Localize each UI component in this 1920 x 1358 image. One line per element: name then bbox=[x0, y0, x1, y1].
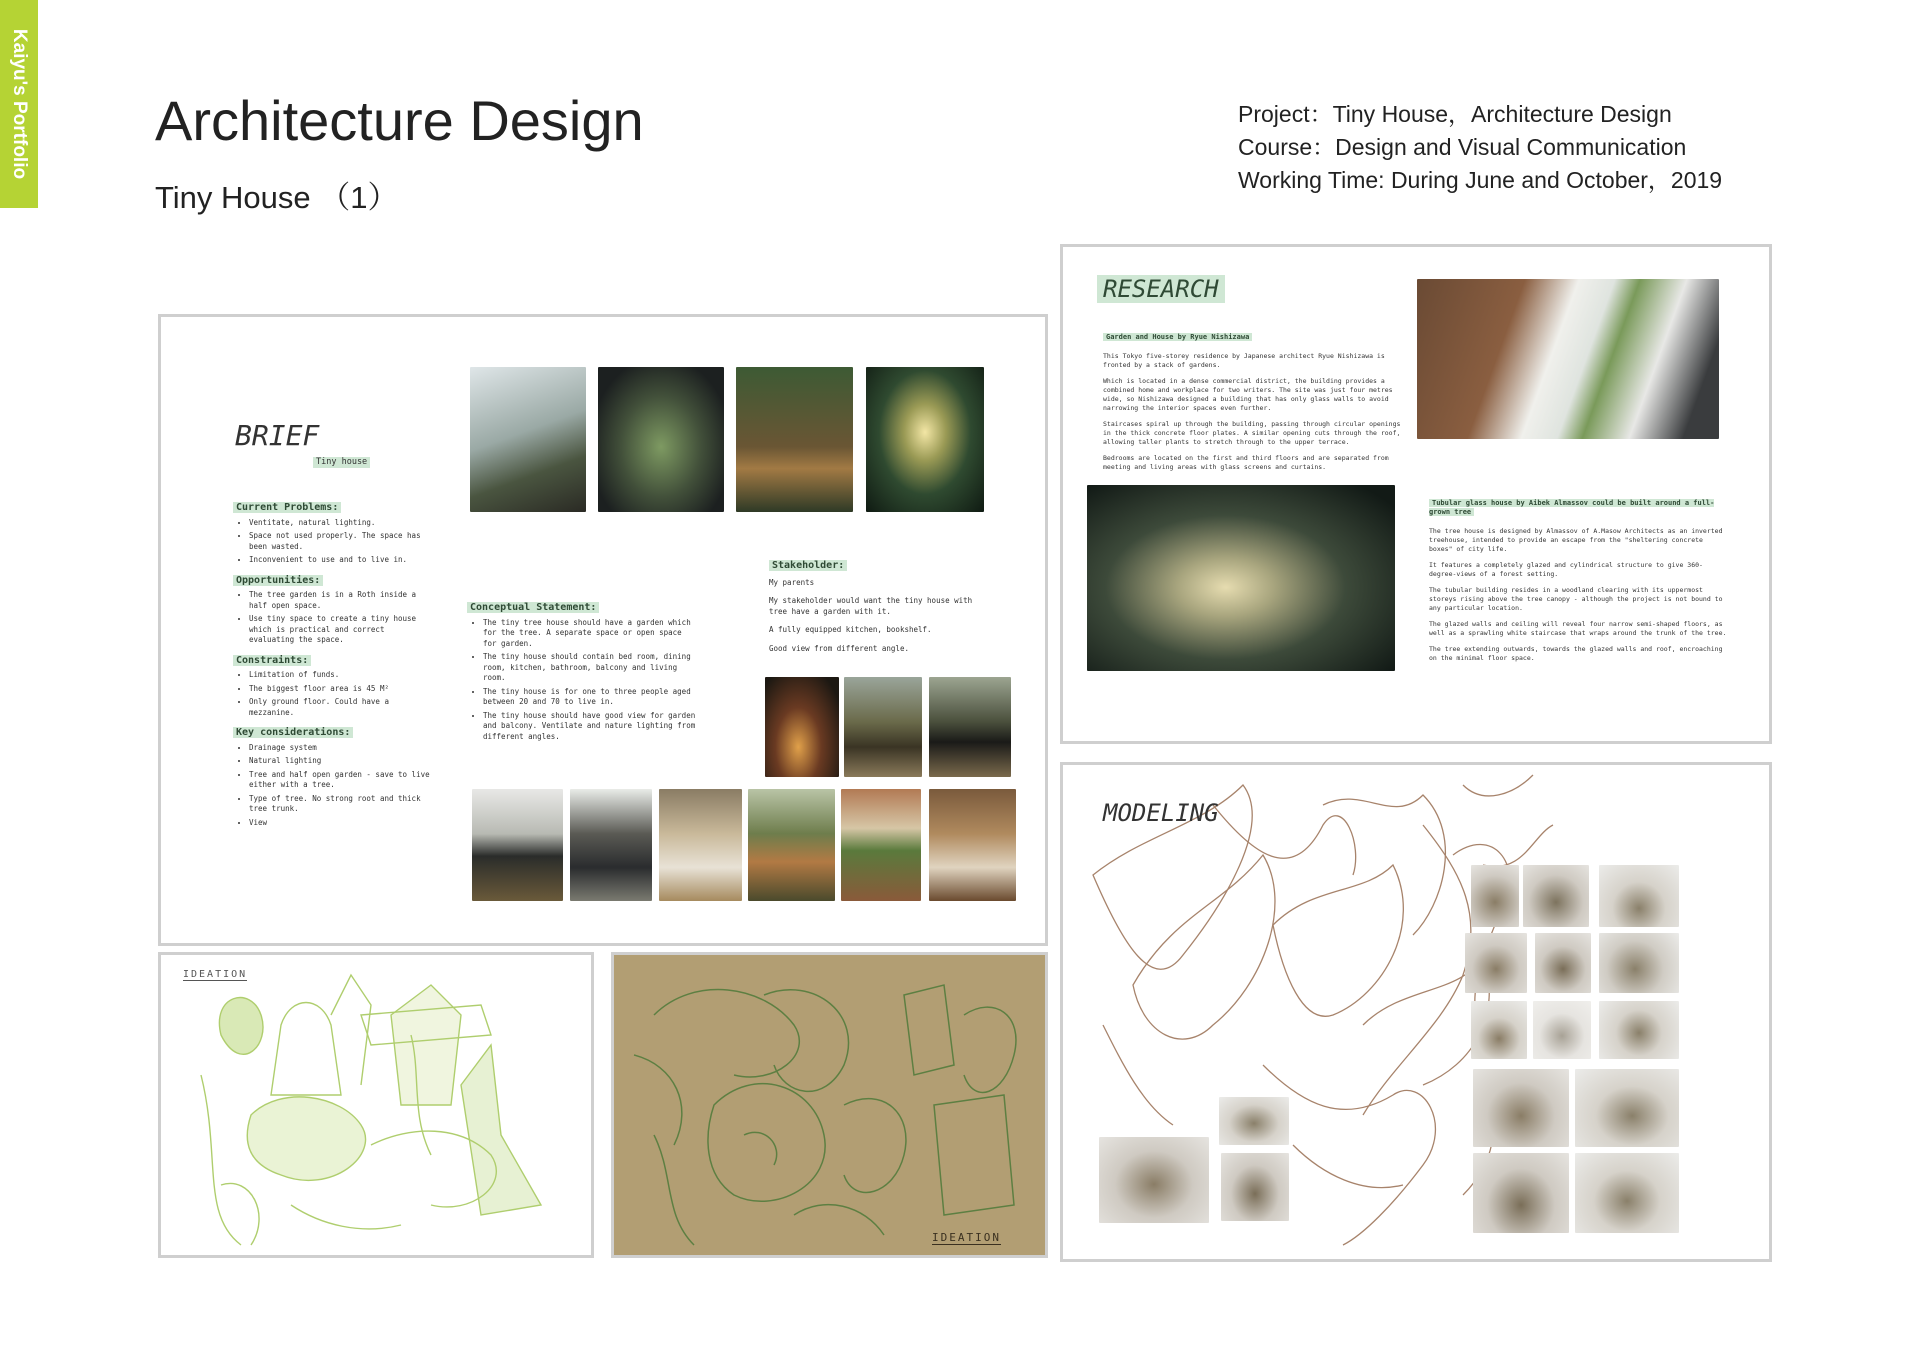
stakeholder-line: A fully equipped kitchen, bookshelf. bbox=[769, 625, 932, 634]
brief-title: BRIEF bbox=[235, 419, 320, 452]
list-item: • Limitation of funds. bbox=[249, 670, 433, 681]
constraints-list bbox=[233, 670, 433, 718]
model-photo bbox=[1473, 1069, 1569, 1147]
research-paragraph: Staircases spiral up through the building, passing through circular openings in the thick concrete floor plates. A similar opening cuts through the roof, allowing taller plants to stretch through to the upper terrace. bbox=[1103, 420, 1401, 446]
model-photo bbox=[1599, 865, 1679, 927]
living-room-photo bbox=[929, 789, 1016, 901]
model-photo bbox=[1465, 933, 1527, 993]
a-frame-treehouse-photo bbox=[736, 367, 853, 512]
container-house-photo bbox=[570, 789, 652, 901]
list-item: • Space not used properly. The space has been wasted. bbox=[249, 531, 433, 552]
bedroom-interior-photo bbox=[659, 789, 742, 901]
research-paragraph: It features a completely glazed and cylindrical structure to give 360-degree-views of a forest setting. bbox=[1429, 561, 1703, 578]
model-photo bbox=[1575, 1153, 1679, 1233]
glass-cylinder-forest-photo bbox=[1087, 485, 1395, 671]
opportunities-list bbox=[233, 590, 433, 646]
list-item: • The tiny house should have good view for garden and balcony. Ventilate and nature lighting from different angles. bbox=[483, 711, 697, 743]
conceptual-statement-list bbox=[467, 618, 697, 743]
campfire-cabin-photo bbox=[765, 677, 839, 777]
research-paragraph: The glazed walls and ceiling will reveal four narrow semi-shaped floors, as well as a sprawling white staircase that wraps around the trunk of the tree. bbox=[1429, 620, 1727, 637]
stakeholder-heading: Stakeholder: bbox=[769, 560, 847, 571]
list-item: • Use tiny space to create a tiny house which is practical and correct evaluating the space. bbox=[249, 614, 433, 646]
ideation-green-sketch bbox=[161, 955, 594, 1258]
list-item: • Tree and half open garden - save to live either with a tree. bbox=[249, 770, 433, 791]
model-photo bbox=[1523, 865, 1589, 927]
research-paragraph: The tree house is designed by Almassov of A.Masow Architects as an inverted treehouse, intended to provide an escape from the "sheltering concrete boxes" of city life. bbox=[1429, 527, 1723, 553]
brief-left-column bbox=[233, 503, 433, 838]
list-item: • The tiny tree house should have a garden which for the tree. A separate space or open space for garden. bbox=[483, 618, 697, 650]
list-item: • The tiny house is for one to three people aged between 20 and 70 to live in. bbox=[483, 687, 697, 708]
list-item: • Natural lighting bbox=[249, 756, 433, 767]
course-line: Course：Design and Visual Communication bbox=[1238, 134, 1687, 160]
model-photo bbox=[1533, 1001, 1591, 1059]
model-photo bbox=[1599, 933, 1679, 993]
current-problems-list bbox=[233, 518, 433, 566]
glass-tree-house-photo bbox=[470, 367, 586, 512]
ideation-kraft-sketch bbox=[614, 955, 1048, 1258]
model-photo bbox=[1575, 1069, 1679, 1147]
list-item: • Drainage system bbox=[249, 743, 433, 754]
key-considerations-heading: Key considerations: bbox=[233, 727, 353, 738]
model-photo bbox=[1471, 865, 1519, 927]
current-problems-heading: Current Problems: bbox=[233, 502, 341, 513]
page-subtitle: Tiny House （1） bbox=[155, 180, 399, 215]
ideation-panel-1 bbox=[158, 952, 594, 1258]
research-heading-2: Tubular glass house by Aibek Almassov could be built around a full-grown tree bbox=[1429, 499, 1715, 516]
research-paragraph: Bedrooms are located on the first and third floors and are separated from meeting and living areas with glass screens and curtains. bbox=[1103, 454, 1389, 471]
model-photo bbox=[1099, 1137, 1209, 1223]
working-time-line: Working Time: During June and October，2019 bbox=[1238, 167, 1723, 193]
ideation-label-1: IDEATION bbox=[183, 969, 248, 980]
ideation-label-2: IDEATION bbox=[932, 1231, 1001, 1244]
list-item: • View bbox=[249, 818, 433, 829]
research-panel bbox=[1060, 244, 1772, 744]
key-considerations-list bbox=[233, 743, 433, 829]
glowing-cylinder-photo bbox=[866, 367, 984, 512]
stakeholder-block bbox=[769, 561, 979, 654]
list-item: • Only ground floor. Could have a mezzanine. bbox=[249, 697, 433, 718]
portfolio-side-tab bbox=[0, 0, 38, 208]
list-item: • The biggest floor area is 45 M² bbox=[249, 684, 433, 695]
research-title-text: RESEARCH bbox=[1097, 275, 1225, 303]
project-line: Project：Tiny House，Architecture Design bbox=[1238, 101, 1672, 127]
side-tab-label: Kaiyu's Portfolio bbox=[9, 28, 30, 180]
forest-cabin-photo bbox=[844, 677, 922, 777]
project-meta bbox=[1238, 98, 1722, 197]
list-item: • Ventitate, natural lighting. bbox=[249, 518, 433, 529]
research-paragraph: This Tokyo five-storey residence by Japanese architect Ryue Nishizawa is fronted by a stack of gardens. bbox=[1103, 352, 1385, 369]
list-item: • Type of tree. No strong root and thick tree trunk. bbox=[249, 794, 433, 815]
opportunities-heading: Opportunities: bbox=[233, 575, 323, 586]
stilt-a-frame-photo bbox=[472, 789, 563, 901]
model-photo bbox=[1471, 1001, 1527, 1059]
stakeholder-line: Good view from different angle. bbox=[769, 643, 909, 653]
garden-house-photo bbox=[1417, 279, 1719, 439]
ideation-panel-2 bbox=[611, 952, 1048, 1258]
black-a-frame-photo bbox=[929, 677, 1011, 777]
constraints-heading: Constraints: bbox=[233, 655, 311, 666]
list-item: • The tree garden is in a Roth inside a half open space. bbox=[249, 590, 433, 611]
model-photo bbox=[1219, 1097, 1289, 1145]
list-item: • Inconvenient to use and to live in. bbox=[249, 555, 433, 566]
stakeholder-line: My stakeholder would want the tiny house with tree have a garden with it. bbox=[769, 596, 973, 616]
conceptual-statement-block bbox=[467, 603, 697, 752]
research-paragraph: Which is located in a dense commercial district, the building provides a combined home and workplace for two writers. The site was just four metres wide, so Nishizawa designed a building that has only glass walls to avoid narrowing the interior spaces even further. bbox=[1103, 377, 1393, 412]
page-title: Architecture Design bbox=[155, 89, 644, 152]
modeling-panel bbox=[1060, 762, 1772, 1262]
research-paragraph: The tubular building resides in a woodland clearing with its uppermost storeys rising above the tree canopy - although the project is not bound to any particular location. bbox=[1429, 586, 1723, 612]
model-photo bbox=[1599, 1001, 1679, 1059]
brief-panel bbox=[158, 314, 1048, 946]
stakeholder-line: My parents bbox=[769, 577, 815, 587]
list-item: • The tiny house should contain bed room, dining room, kitchen, bathroom, balcony and living room. bbox=[483, 652, 697, 684]
research-title bbox=[1097, 275, 1225, 303]
research-paragraph: The tree extending outwards, towards the glazed walls and roof, encroaching on the minimal floor space. bbox=[1429, 645, 1723, 662]
research-heading-1: Garden and House by Ryue Nishizawa bbox=[1103, 333, 1252, 341]
small-pavilion-photo bbox=[748, 789, 835, 901]
model-photo bbox=[1221, 1153, 1289, 1221]
courtyard-tree-photo bbox=[841, 789, 921, 901]
research-text-2 bbox=[1429, 499, 1729, 670]
conceptual-statement-heading: Conceptual Statement: bbox=[467, 602, 599, 613]
model-photo bbox=[1535, 933, 1591, 993]
research-text-1 bbox=[1103, 333, 1403, 479]
modeling-title: MODELING bbox=[1103, 799, 1219, 827]
cylinder-garden-photo bbox=[598, 367, 724, 512]
brief-subtitle: Tiny house bbox=[313, 457, 370, 468]
model-photo bbox=[1473, 1153, 1569, 1233]
